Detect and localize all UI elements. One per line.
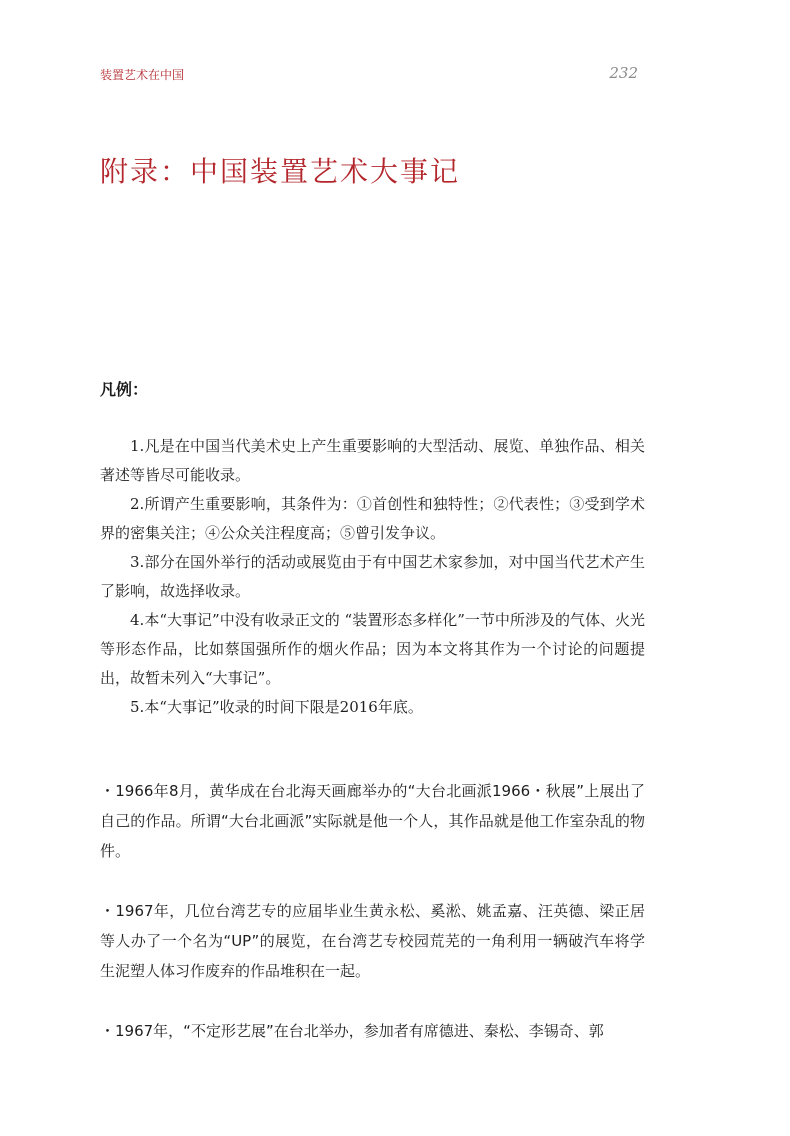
rule-paragraph: 5.本“大事记”收录的时间下限是2016年底。 — [130, 698, 423, 716]
chronology-entries — [100, 776, 645, 1076]
running-head-title: 装置艺术在中国 — [100, 68, 185, 82]
chronology-entry: ・1966年8月，黄华成在台北海天画廊举办的“大台北画派1966・秋展”上展出了自己的作品。所谓“大台北画派”实际就是他一个人，其作品就是他工作室杂乱的物件。 — [100, 782, 645, 860]
rule-paragraph: 3.部分在国外举行的活动或展览由于有中国艺术家参加，对中国当代艺术产生了影响，故选择收录。 — [100, 553, 645, 600]
chapter-title: 附录：中国装置艺术大事记 — [100, 155, 461, 188]
chronology-entry: ・1967年，“不定形艺展”在台北举办，参加者有席德进、秦松、李锡奇、郭 — [100, 1022, 604, 1040]
rule-paragraph: 4.本“大事记”中没有收录正文的 “装置形态多样化”一节中所涉及的气体、火光等形态作品，比如蔡国强所作的烟火作品；因为本文将其作为一个讨论的问题提出，故暂未列入“大事记”。 — [100, 611, 645, 687]
chronology-entry: ・1967年，几位台湾艺专的应届毕业生黄永松、奚淞、姚孟嘉、汪英德、梁正居等人办了一个名为“UP”的展览，在台湾艺专校园荒芜的一角利用一辆破汽车将学生泥塑人体习作废弃的作品堆积在一起。 — [100, 902, 645, 980]
rules-list — [100, 432, 645, 722]
rules-heading: 凡例： — [100, 380, 149, 399]
rule-paragraph: 1.凡是在中国当代美术史上产生重要影响的大型活动、展览、单独作品、相关著述等皆尽可能收录。 — [100, 437, 645, 484]
rule-paragraph: 2.所谓产生重要影响，其条件为：①首创性和独特性；②代表性；③受到学术界的密集关注；④公众关注程度高；⑤曾引发争议。 — [100, 495, 645, 542]
page-number: 232 — [609, 64, 638, 82]
